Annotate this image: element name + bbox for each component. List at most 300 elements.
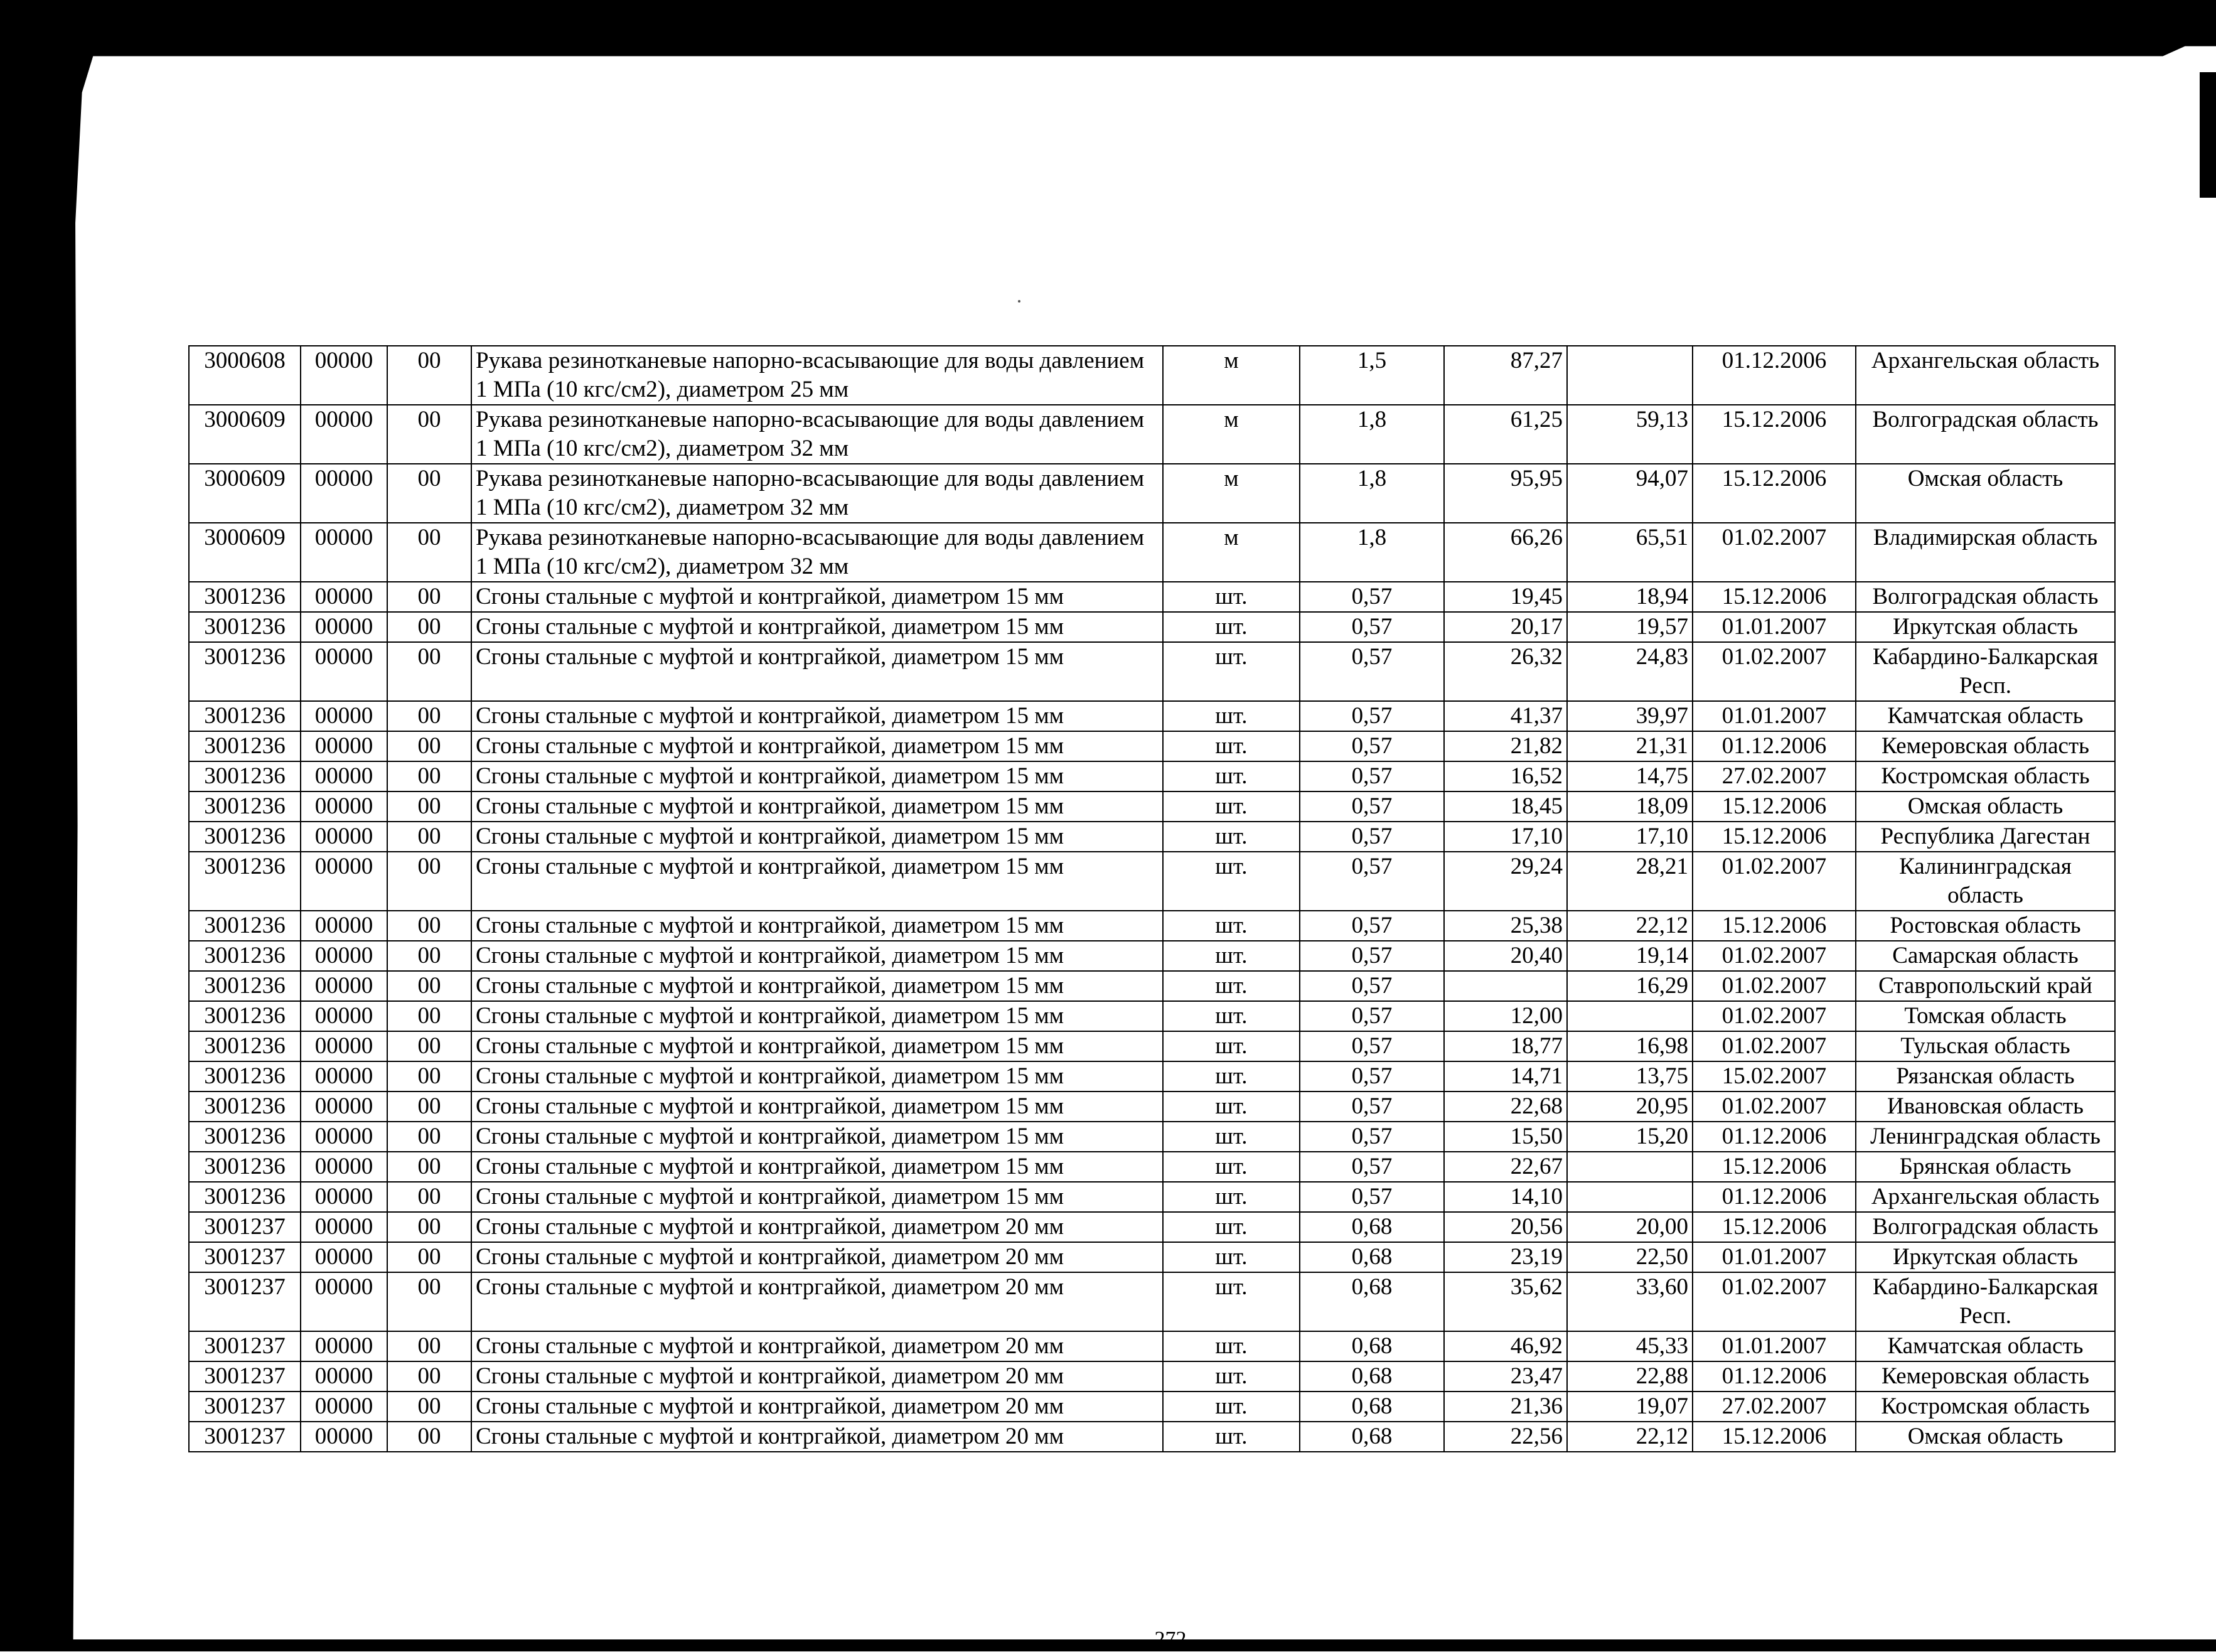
item-region: Брянская область [1856,1152,2115,1182]
item-region: Камчатская область [1856,701,2115,731]
item-date: 01.02.2007 [1693,1272,1856,1331]
item-variant: 00 [387,1152,471,1182]
item-subcode: 00000 [301,1001,387,1031]
item-price-1: 18,45 [1444,791,1567,822]
item-name: Сгоны стальные с муфтой и контргайкой, диаметром 15 мм [471,791,1163,822]
item-variant: 00 [387,701,471,731]
item-price-2: 13,75 [1567,1061,1693,1092]
item-region: Тульская область [1856,1031,2115,1061]
item-unit: шт. [1163,731,1300,761]
item-norm: 1,5 [1300,346,1444,405]
table-row [189,464,2115,523]
table-row [189,1242,2115,1272]
item-unit: шт. [1163,612,1300,642]
table-row [189,1152,2115,1182]
item-variant: 00 [387,1331,471,1361]
item-code: 3001236 [189,1061,301,1092]
item-unit: шт. [1163,822,1300,852]
item-variant: 00 [387,1242,471,1272]
item-code: 3000609 [189,523,301,582]
item-code: 3001237 [189,1212,301,1242]
table-row [189,852,2115,911]
table-row [189,1031,2115,1061]
item-name: Сгоны стальные с муфтой и контргайкой, диаметром 15 мм [471,761,1163,791]
item-date: 01.02.2007 [1693,1031,1856,1061]
item-norm: 0,68 [1300,1422,1444,1452]
item-subcode: 00000 [301,464,387,523]
item-region: Рязанская область [1856,1061,2115,1092]
item-variant: 00 [387,1392,471,1422]
item-subcode: 00000 [301,822,387,852]
item-price-2: 19,57 [1567,612,1693,642]
item-date: 01.12.2006 [1693,346,1856,405]
item-price-2: 20,00 [1567,1212,1693,1242]
item-date: 15.12.2006 [1693,1422,1856,1452]
item-unit: шт. [1163,1242,1300,1272]
item-region: Иркутская область [1856,612,2115,642]
item-date: 01.02.2007 [1693,523,1856,582]
item-subcode: 00000 [301,582,387,612]
item-norm: 0,57 [1300,852,1444,911]
item-date: 15.12.2006 [1693,464,1856,523]
item-price-1: 18,77 [1444,1031,1567,1061]
table-row [189,1392,2115,1422]
item-price-1: 20,17 [1444,612,1567,642]
table-row [189,1001,2115,1031]
item-variant: 00 [387,1122,471,1152]
item-norm: 0,68 [1300,1331,1444,1361]
item-code: 3001237 [189,1272,301,1331]
item-variant: 00 [387,1422,471,1452]
item-price-1: 22,68 [1444,1092,1567,1122]
item-norm: 0,57 [1300,911,1444,941]
item-unit: шт. [1163,1212,1300,1242]
item-unit: шт. [1163,1422,1300,1452]
item-price-2: 14,75 [1567,761,1693,791]
item-price-1: 17,10 [1444,822,1567,852]
item-price-1: 20,56 [1444,1212,1567,1242]
item-subcode: 00000 [301,701,387,731]
item-name: Сгоны стальные с муфтой и контргайкой, диаметром 20 мм [471,1242,1163,1272]
table-row [189,582,2115,612]
item-variant: 00 [387,731,471,761]
item-region: Ставропольский край [1856,971,2115,1001]
table-row [189,1182,2115,1212]
table-row [189,1331,2115,1361]
item-name: Сгоны стальные с муфтой и контргайкой, диаметром 15 мм [471,852,1163,911]
item-code: 3001236 [189,1031,301,1061]
item-price-1: 23,19 [1444,1242,1567,1272]
item-price-1: 12,00 [1444,1001,1567,1031]
item-price-1: 46,92 [1444,1331,1567,1361]
item-unit: м [1163,346,1300,405]
table-row [189,346,2115,405]
item-name: Сгоны стальные с муфтой и контргайкой, диаметром 15 мм [471,1152,1163,1182]
item-name: Сгоны стальные с муфтой и контргайкой, диаметром 15 мм [471,971,1163,1001]
item-name: Рукава резинотканевые напорно-всасывающие для воды давлением 1 МПа (10 кгс/см2), диаметром 25 мм [471,346,1163,405]
item-subcode: 00000 [301,1031,387,1061]
item-price-2: 22,12 [1567,911,1693,941]
item-variant: 00 [387,971,471,1001]
item-price-2: 33,60 [1567,1272,1693,1331]
item-variant: 00 [387,1361,471,1392]
item-unit: шт. [1163,791,1300,822]
table-row [189,701,2115,731]
table-row [189,405,2115,464]
item-norm: 0,57 [1300,1122,1444,1152]
item-code: 3001237 [189,1361,301,1392]
item-price-1: 16,52 [1444,761,1567,791]
table-row [189,761,2115,791]
scan-speck [1018,300,1020,303]
item-subcode: 00000 [301,1331,387,1361]
item-price-2: 39,97 [1567,701,1693,731]
item-subcode: 00000 [301,1212,387,1242]
item-date: 01.01.2007 [1693,1242,1856,1272]
item-price-1: 19,45 [1444,582,1567,612]
item-variant: 00 [387,852,471,911]
table-row [189,1122,2115,1152]
item-subcode: 00000 [301,1061,387,1092]
item-price-1: 22,67 [1444,1152,1567,1182]
item-region: Калининградская область [1856,852,2115,911]
item-subcode: 00000 [301,852,387,911]
item-norm: 0,57 [1300,941,1444,971]
item-name: Сгоны стальные с муфтой и контргайкой, диаметром 20 мм [471,1272,1163,1331]
item-code: 3001236 [189,761,301,791]
item-price-2: 22,12 [1567,1422,1693,1452]
item-unit: шт. [1163,761,1300,791]
table-row [189,731,2115,761]
item-unit: м [1163,405,1300,464]
item-norm: 0,57 [1300,761,1444,791]
item-name: Сгоны стальные с муфтой и контргайкой, диаметром 15 мм [471,612,1163,642]
item-code: 3001236 [189,582,301,612]
item-price-1: 61,25 [1444,405,1567,464]
item-date: 01.01.2007 [1693,701,1856,731]
item-price-1: 23,47 [1444,1361,1567,1392]
item-subcode: 00000 [301,731,387,761]
item-region: Архангельская область [1856,346,2115,405]
item-norm: 0,57 [1300,701,1444,731]
item-unit: шт. [1163,642,1300,701]
item-region: Ростовская область [1856,911,2115,941]
item-region: Ивановская область [1856,1092,2115,1122]
item-norm: 0,57 [1300,612,1444,642]
item-name: Сгоны стальные с муфтой и контргайкой, диаметром 15 мм [471,582,1163,612]
item-price-1: 35,62 [1444,1272,1567,1331]
table-row [189,523,2115,582]
item-variant: 00 [387,1212,471,1242]
item-region: Волгоградская область [1856,582,2115,612]
item-name: Сгоны стальные с муфтой и контргайкой, диаметром 20 мм [471,1331,1163,1361]
item-subcode: 00000 [301,1422,387,1452]
item-date: 15.12.2006 [1693,791,1856,822]
item-code: 3001236 [189,1122,301,1152]
item-unit: шт. [1163,1392,1300,1422]
table-row [189,941,2115,971]
table-row [189,1092,2115,1122]
item-code: 3001236 [189,642,301,701]
item-subcode: 00000 [301,911,387,941]
item-region: Архангельская область [1856,1182,2115,1212]
item-price-1: 26,32 [1444,642,1567,701]
item-name: Сгоны стальные с муфтой и контргайкой, диаметром 15 мм [471,1061,1163,1092]
item-date: 01.02.2007 [1693,1001,1856,1031]
item-price-1 [1444,971,1567,1001]
item-code: 3001237 [189,1331,301,1361]
item-date: 15.12.2006 [1693,582,1856,612]
item-name: Сгоны стальные с муфтой и контргайкой, диаметром 15 мм [471,1182,1163,1212]
item-code: 3001236 [189,1182,301,1212]
item-price-2: 21,31 [1567,731,1693,761]
table-row [189,1361,2115,1392]
table-row [189,911,2115,941]
item-unit: шт. [1163,941,1300,971]
item-price-1: 95,95 [1444,464,1567,523]
item-norm: 0,68 [1300,1272,1444,1331]
item-subcode: 00000 [301,1272,387,1331]
item-price-1: 25,38 [1444,911,1567,941]
item-price-1: 14,71 [1444,1061,1567,1092]
item-variant: 00 [387,1001,471,1031]
item-price-1: 22,56 [1444,1422,1567,1452]
item-subcode: 00000 [301,1122,387,1152]
item-region: Костромская область [1856,761,2115,791]
item-name: Сгоны стальные с муфтой и контргайкой, диаметром 15 мм [471,731,1163,761]
item-price-2: 45,33 [1567,1331,1693,1361]
item-subcode: 00000 [301,971,387,1001]
item-code: 3001236 [189,971,301,1001]
item-code: 3001236 [189,852,301,911]
item-price-2: 24,83 [1567,642,1693,701]
table-row [189,612,2115,642]
item-subcode: 00000 [301,1182,387,1212]
item-date: 27.02.2007 [1693,761,1856,791]
price-table [188,345,2116,1452]
item-norm: 0,57 [1300,971,1444,1001]
item-date: 27.02.2007 [1693,1392,1856,1422]
item-name: Рукава резинотканевые напорно-всасывающие для воды давлением 1 МПа (10 кгс/см2), диаметром 32 мм [471,405,1163,464]
item-code: 3001236 [189,911,301,941]
item-name: Сгоны стальные с муфтой и контргайкой, диаметром 20 мм [471,1422,1163,1452]
item-subcode: 00000 [301,523,387,582]
table-row [189,1272,2115,1331]
item-price-2: 20,95 [1567,1092,1693,1122]
item-code: 3001236 [189,612,301,642]
item-unit: м [1163,464,1300,523]
item-region: Владимирская область [1856,523,2115,582]
item-price-1: 21,36 [1444,1392,1567,1422]
item-price-2: 19,07 [1567,1392,1693,1422]
item-region: Кемеровская область [1856,1361,2115,1392]
item-variant: 00 [387,464,471,523]
item-variant: 00 [387,1092,471,1122]
item-date: 01.02.2007 [1693,1092,1856,1122]
item-subcode: 00000 [301,1392,387,1422]
item-code: 3001236 [189,791,301,822]
item-price-2: 22,88 [1567,1361,1693,1392]
item-date: 01.02.2007 [1693,971,1856,1001]
item-date: 01.12.2006 [1693,1361,1856,1392]
item-variant: 00 [387,911,471,941]
item-norm: 0,57 [1300,1092,1444,1122]
item-name: Сгоны стальные с муфтой и контргайкой, диаметром 20 мм [471,1212,1163,1242]
item-region: Омская область [1856,791,2115,822]
item-variant: 00 [387,761,471,791]
item-date: 15.02.2007 [1693,1061,1856,1092]
item-date: 01.01.2007 [1693,1331,1856,1361]
item-name: Сгоны стальные с муфтой и контргайкой, диаметром 20 мм [471,1392,1163,1422]
item-norm: 0,57 [1300,1001,1444,1031]
item-norm: 0,57 [1300,642,1444,701]
item-subcode: 00000 [301,642,387,701]
item-price-2: 59,13 [1567,405,1693,464]
item-unit: шт. [1163,1031,1300,1061]
item-region: Костромская область [1856,1392,2115,1422]
item-norm: 0,57 [1300,1061,1444,1092]
item-price-2 [1567,1182,1693,1212]
item-name: Сгоны стальные с муфтой и контргайкой, диаметром 15 мм [471,642,1163,701]
item-code: 3001237 [189,1392,301,1422]
item-name: Сгоны стальные с муфтой и контргайкой, диаметром 15 мм [471,1031,1163,1061]
item-date: 15.12.2006 [1693,822,1856,852]
item-price-2 [1567,1001,1693,1031]
item-name: Сгоны стальные с муфтой и контргайкой, диаметром 20 мм [471,1361,1163,1392]
page-number: - 272 - [1142,1628,1199,1651]
item-price-1: 41,37 [1444,701,1567,731]
item-code: 3001237 [189,1242,301,1272]
table-row [189,822,2115,852]
item-date: 15.12.2006 [1693,405,1856,464]
item-unit: шт. [1163,911,1300,941]
item-variant: 00 [387,791,471,822]
item-price-2: 19,14 [1567,941,1693,971]
item-subcode: 00000 [301,1152,387,1182]
item-name: Сгоны стальные с муфтой и контргайкой, диаметром 15 мм [471,1092,1163,1122]
item-norm: 0,57 [1300,1152,1444,1182]
item-norm: 0,57 [1300,822,1444,852]
item-price-2: 17,10 [1567,822,1693,852]
item-unit: шт. [1163,1152,1300,1182]
item-name: Сгоны стальные с муфтой и контргайкой, диаметром 15 мм [471,1122,1163,1152]
item-norm: 0,57 [1300,1182,1444,1212]
item-date: 01.12.2006 [1693,731,1856,761]
item-unit: шт. [1163,701,1300,731]
item-price-2: 94,07 [1567,464,1693,523]
item-price-2: 16,98 [1567,1031,1693,1061]
item-subcode: 00000 [301,791,387,822]
item-price-2: 65,51 [1567,523,1693,582]
scan-edge-mark [2200,72,2216,198]
item-price-1: 87,27 [1444,346,1567,405]
item-code: 3000609 [189,405,301,464]
item-code: 3001237 [189,1422,301,1452]
item-norm: 1,8 [1300,464,1444,523]
item-unit: шт. [1163,1331,1300,1361]
item-name: Сгоны стальные с муфтой и контргайкой, диаметром 15 мм [471,1001,1163,1031]
item-norm: 0,68 [1300,1361,1444,1392]
item-price-2: 16,29 [1567,971,1693,1001]
item-subcode: 00000 [301,1242,387,1272]
item-variant: 00 [387,822,471,852]
item-price-2 [1567,346,1693,405]
item-variant: 00 [387,1272,471,1331]
item-code: 3001236 [189,1001,301,1031]
item-code: 3001236 [189,701,301,731]
item-variant: 00 [387,405,471,464]
item-date: 15.12.2006 [1693,1152,1856,1182]
item-price-2: 18,09 [1567,791,1693,822]
item-region: Ленинградская область [1856,1122,2115,1152]
item-region: Омская область [1856,1422,2115,1452]
item-variant: 00 [387,523,471,582]
item-region: Кемеровская область [1856,731,2115,761]
item-region: Кабардино-Балкарская Респ. [1856,1272,2115,1331]
item-variant: 00 [387,941,471,971]
item-unit: шт. [1163,1061,1300,1092]
item-region: Иркутская область [1856,1242,2115,1272]
item-price-1: 14,10 [1444,1182,1567,1212]
item-code: 3000608 [189,346,301,405]
table-body [189,346,2115,1452]
item-price-2: 22,50 [1567,1242,1693,1272]
item-price-1: 21,82 [1444,731,1567,761]
item-code: 3001236 [189,822,301,852]
item-region: Омская область [1856,464,2115,523]
item-variant: 00 [387,1031,471,1061]
item-norm: 0,68 [1300,1212,1444,1242]
item-variant: 00 [387,642,471,701]
table-row [189,1422,2115,1452]
item-region: Томская область [1856,1001,2115,1031]
table-row [189,1061,2115,1092]
item-unit: шт. [1163,582,1300,612]
item-subcode: 00000 [301,405,387,464]
item-norm: 0,57 [1300,582,1444,612]
item-norm: 0,57 [1300,1031,1444,1061]
item-variant: 00 [387,1182,471,1212]
item-region: Республика Дагестан [1856,822,2115,852]
item-subcode: 00000 [301,1361,387,1392]
item-unit: шт. [1163,1001,1300,1031]
item-norm: 1,8 [1300,405,1444,464]
table-row [189,791,2115,822]
item-unit: шт. [1163,1272,1300,1331]
item-subcode: 00000 [301,761,387,791]
item-date: 01.02.2007 [1693,642,1856,701]
item-price-2: 15,20 [1567,1122,1693,1152]
item-code: 3001236 [189,1092,301,1122]
table-row [189,971,2115,1001]
item-date: 01.02.2007 [1693,941,1856,971]
item-region: Самарская область [1856,941,2115,971]
item-norm: 1,8 [1300,523,1444,582]
item-price-1: 66,26 [1444,523,1567,582]
item-unit: шт. [1163,971,1300,1001]
item-unit: шт. [1163,852,1300,911]
item-name: Сгоны стальные с муфтой и контргайкой, диаметром 15 мм [471,701,1163,731]
item-subcode: 00000 [301,941,387,971]
item-code: 3001236 [189,941,301,971]
item-region: Кабардино-Балкарская Респ. [1856,642,2115,701]
item-norm: 0,68 [1300,1242,1444,1272]
item-date: 01.12.2006 [1693,1182,1856,1212]
item-price-1: 15,50 [1444,1122,1567,1152]
item-price-1: 20,40 [1444,941,1567,971]
item-price-2: 28,21 [1567,852,1693,911]
item-date: 01.12.2006 [1693,1122,1856,1152]
